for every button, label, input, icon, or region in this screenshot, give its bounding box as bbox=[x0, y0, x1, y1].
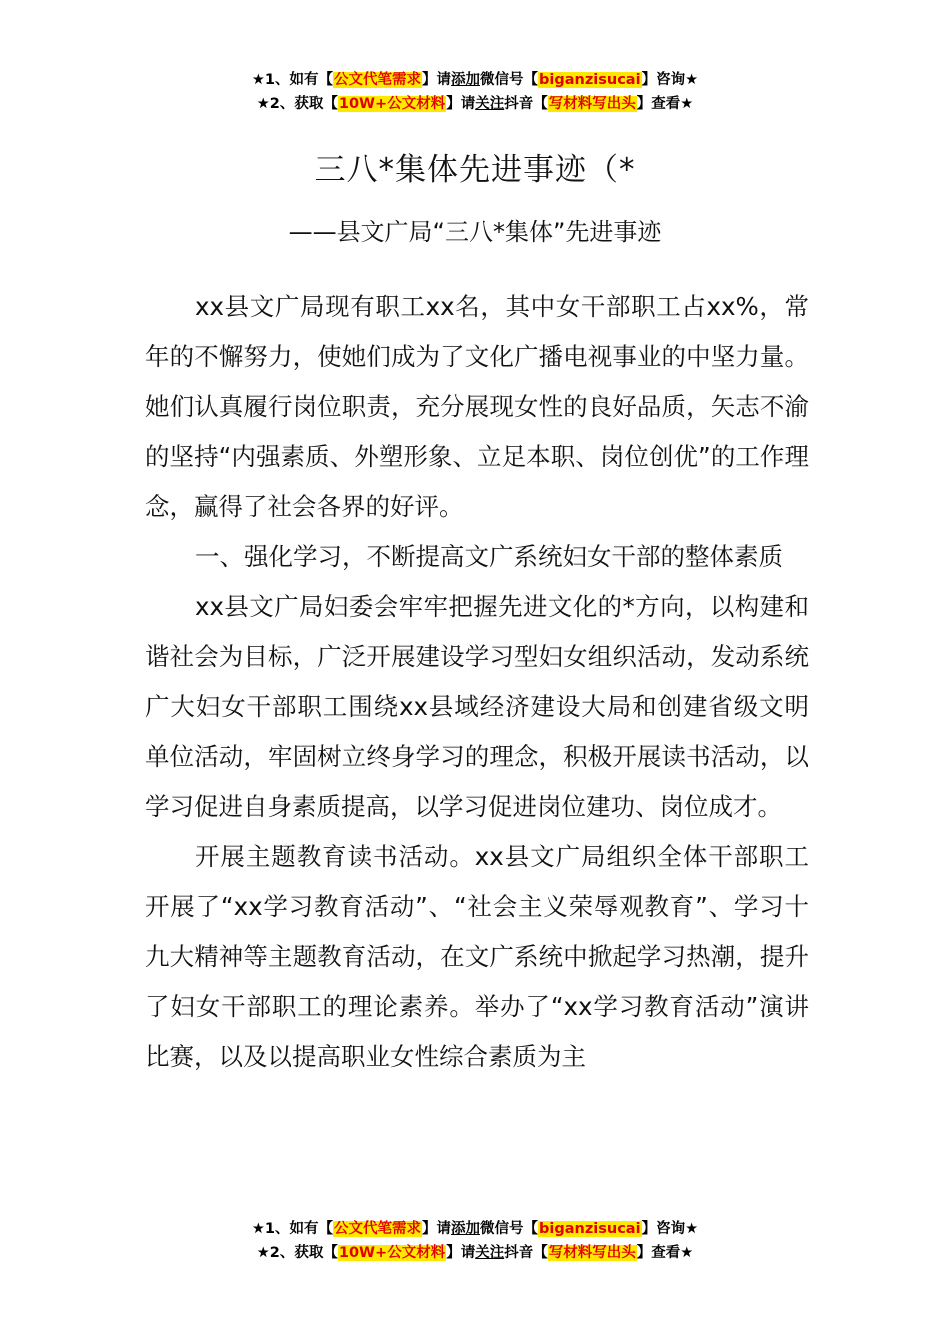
body-paragraph: xx县文广局现有职工xx名，其中女干部职工占xx%，常年的不懈努力，使她们成为了文化广播电视事业的中坚力量。她们认真履行岗位职责，充分展现女性的良好品质，矢志不渝的坚持“内强素质、外塑形象、立足本职、岗位创优”的工作理念，赢得了社会各界的好评。 bbox=[145, 292, 809, 521]
banner-text: ★1、如有【 bbox=[251, 1221, 334, 1237]
banner-text: ★2、获取【 bbox=[256, 96, 338, 112]
banner-highlight: 公文代笔需求 bbox=[334, 1221, 422, 1237]
banner-highlight: 写材料写出头 bbox=[548, 96, 636, 112]
banner-highlight: 写材料写出头 bbox=[548, 1245, 636, 1261]
banner-emphasis: 添加 bbox=[451, 1221, 481, 1237]
document-body bbox=[145, 282, 809, 1082]
banner-line-2 bbox=[0, 92, 950, 116]
banner-highlight: 10W+公文材料 bbox=[338, 96, 446, 112]
banner-line-1 bbox=[0, 1217, 950, 1241]
banner-text: 微信号【 bbox=[480, 72, 539, 88]
body-paragraph: 开展主题教育读书活动。xx县文广局组织全体干部职工开展了“xx学习教育活动”、“社会主义荣辱观教育”、学习十九大精神等主题教育活动，在文广系统中掀起学习热潮，提升了妇女干部职工的理论素养。举办了“xx学习教育活动”演讲比赛，以及以提高职业女性综合素质为主 bbox=[145, 842, 809, 1071]
banner-text: 】请 bbox=[446, 1245, 476, 1261]
banner-text: 】请 bbox=[446, 96, 476, 112]
banner-text: 抖音【 bbox=[504, 1245, 548, 1261]
banner-emphasis: 关注 bbox=[475, 1245, 505, 1261]
document-subtitle: ——县文广局“三八*集体”先进事迹 bbox=[288, 218, 662, 246]
top-banner bbox=[0, 68, 950, 116]
banner-highlight: 10W+公文材料 bbox=[338, 1245, 446, 1261]
banner-line-1 bbox=[0, 68, 950, 92]
banner-text: 】查看★ bbox=[636, 1245, 694, 1261]
banner-text: 】请 bbox=[422, 72, 452, 88]
document-title: 三八*集体先进事迹（* bbox=[314, 152, 636, 188]
banner-text: 】咨询★ bbox=[641, 72, 699, 88]
banner-text: 】查看★ bbox=[636, 96, 694, 112]
banner-emphasis: 关注 bbox=[475, 96, 505, 112]
banner-text: 】咨询★ bbox=[641, 1221, 699, 1237]
banner-highlight: biganzisucai bbox=[539, 1221, 641, 1237]
banner-text: 】请 bbox=[422, 1221, 452, 1237]
banner-text: ★2、获取【 bbox=[256, 1245, 338, 1261]
banner-highlight: biganzisucai bbox=[539, 72, 641, 88]
banner-emphasis: 添加 bbox=[451, 72, 481, 88]
bottom-banner bbox=[0, 1217, 950, 1265]
banner-text: 抖音【 bbox=[504, 96, 548, 112]
section-heading: 一、强化学习，不断提高文广系统妇女干部的整体素质 bbox=[195, 542, 783, 571]
banner-text: ★1、如有【 bbox=[251, 72, 334, 88]
banner-highlight: 公文代笔需求 bbox=[334, 72, 422, 88]
banner-text: 微信号【 bbox=[480, 1221, 539, 1237]
banner-line-2 bbox=[0, 1241, 950, 1265]
body-paragraph: xx县文广局妇委会牢牢把握先进文化的*方向，以构建和谐社会为目标，广泛开展建设学习型妇女组织活动，发动系统广大妇女干部职工围绕xx县域经济建设大局和创建省级文明单位活动，牢固树立终身学习的理念，积极开展读书活动，以学习促进自身素质提高，以学习促进岗位建功、岗位成才。 bbox=[145, 592, 809, 821]
